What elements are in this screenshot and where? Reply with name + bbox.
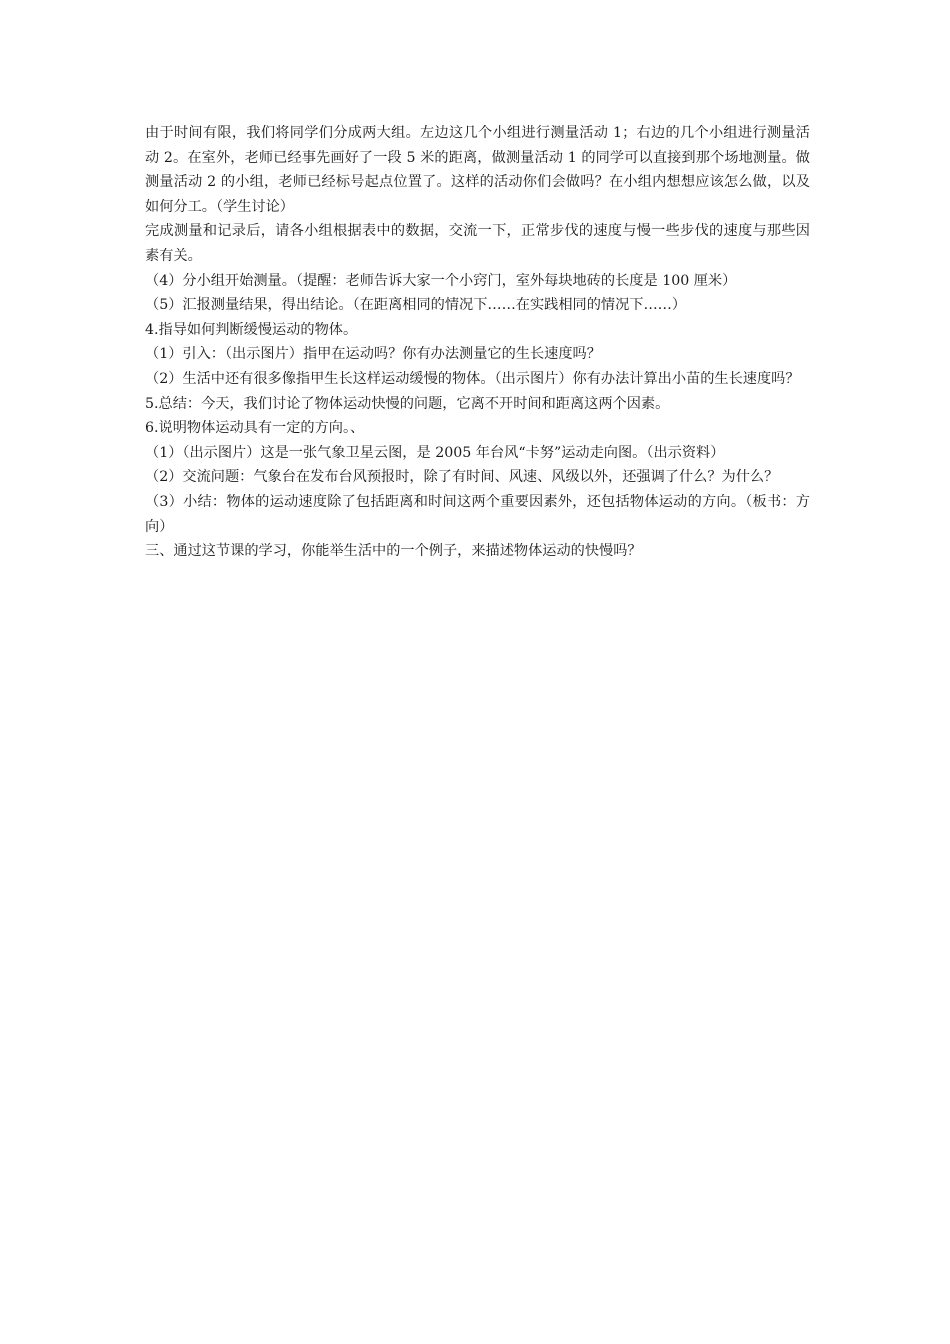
paragraph-section-4-item-2: （2）生活中还有很多像指甲生长这样运动缓慢的物体。（出示图片）你有办法计算出小苗的生长速度吗？: [145, 370, 800, 387]
paragraph-section-4-item-1: （1）引入：（出示图片）指甲在运动吗？你有办法测量它的生长速度吗？: [145, 346, 601, 363]
paragraph-section-6-heading: 6.说明物体运动具有一定的方向。、: [145, 420, 365, 437]
paragraph-activity-groups: 由于时间有限，我们将同学们分成两大组。左边这几个小组进行测量活动 1；右边的几个小组进行测量活动 2。在室外，老师已经事先画好了一段 5 米的距离，做测量活动 1 的同学可以直接到那个场地测量。做测量活动 2 的小组，老师已经标号起点位置了。这样的活动你们会做吗？在小组内想想应该怎么做，以及如何分工。（学生讨论）: [145, 125, 810, 215]
paragraph-measurement-discussion: 完成测量和记录后，请各小组根据表中的数据，交流一下，正常步伐的速度与慢一些步伐的速度与那些因素有关。: [145, 223, 810, 264]
paragraph-section-5-summary: 5.总结：今天，我们讨论了物体运动快慢的问题，它离不开时间和距离这两个因素。: [145, 395, 670, 412]
paragraph-section-4-heading: 4.指导如何判断缓慢运动的物体。: [145, 321, 358, 338]
paragraph-part-3-question: 三、通过这节课的学习，你能举生活中的一个例子，来描述物体运动的快慢吗？: [145, 543, 642, 560]
document-body: [145, 121, 810, 564]
paragraph-step-4: （4）分小组开始测量。（提醒：老师告诉大家一个小窍门，室外每块地砖的长度是 100 厘米）: [145, 272, 737, 289]
paragraph-section-6-item-3: （3）小结：物体的运动速度除了包括距离和时间这两个重要因素外，还包括物体运动的方向。（板书：方向）: [145, 493, 810, 535]
paragraph-section-6-item-1: （1）（出示图片）这是一张气象卫星云图，是 2005 年台风“卡努”运动走向图。（出示资料）: [145, 444, 725, 461]
paragraph-step-5: （5）汇报测量结果，得出结论。（在距离相同的情况下……在实践相同的情况下……）: [145, 297, 687, 314]
paragraph-section-6-item-2: （2）交流问题：气象台在发布台风预报时，除了有时间、风速、风级以外，还强调了什么？为什么？: [145, 469, 779, 486]
